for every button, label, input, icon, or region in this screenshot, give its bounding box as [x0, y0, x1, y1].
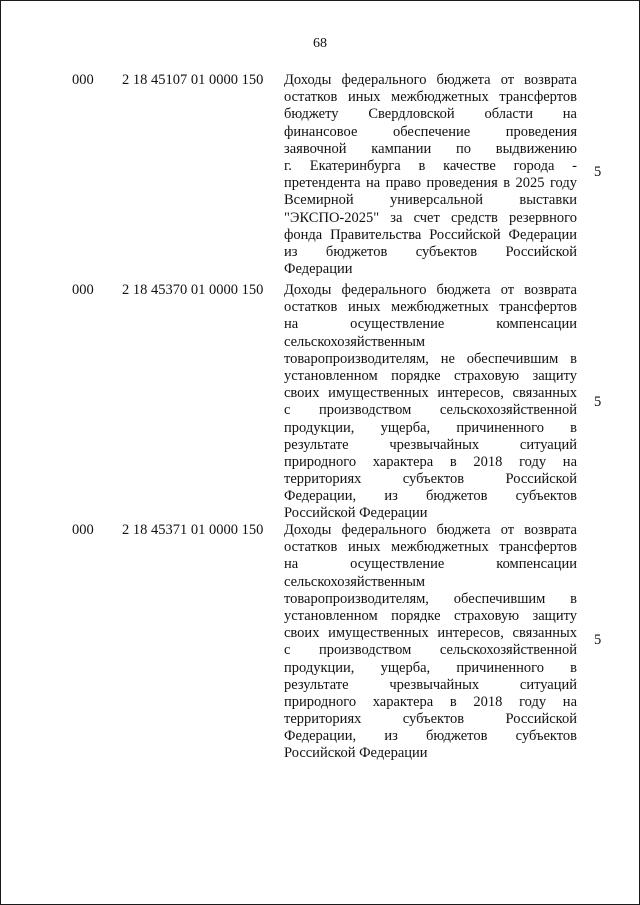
standard-value: 5 [594, 164, 602, 180]
budget-classification-code: 2 18 45107 01 0000 150 [122, 72, 264, 88]
description-line: остатков иных межбюджетных трансфертов [284, 89, 577, 106]
description-line: результате чрезвычайных ситуаций [284, 676, 577, 693]
description-line: из бюджетов субъектов Российской [284, 243, 577, 260]
description-line: фонда Правительства Российской Федерации [284, 226, 577, 243]
description-line: сельскохозяйственным [284, 333, 426, 350]
description-line: бюджету Свердловской области на [284, 106, 577, 123]
description-line: продукции, ущерба, причиненного в [284, 419, 577, 436]
description-line: природного характера в 2018 году на [284, 693, 577, 710]
description-line: на осуществление компенсации [284, 556, 577, 573]
income-description [284, 72, 577, 278]
description-line: установленном порядке страховую защиту [284, 367, 577, 384]
description-line: товаропроизводителям, не обеспечившим в [284, 350, 577, 367]
description-line: остатков иных межбюджетных трансфертов [284, 539, 577, 556]
income-description [284, 282, 577, 523]
description-line: сельскохозяйственным [284, 573, 426, 590]
description-line: Федерации, из бюджетов субъектов [284, 488, 577, 505]
description-line: с производством сельскохозяйственной [284, 402, 577, 419]
description-line: Всемирной универсальной выставки [284, 192, 577, 209]
budget-classification-code: 2 18 45371 01 0000 150 [122, 522, 264, 538]
description-line: установленном порядке страховую защиту [284, 607, 577, 624]
description-line: территориях субъектов Российской [284, 471, 577, 488]
description-line: остатков иных межбюджетных трансфертов [284, 299, 577, 316]
income-description [284, 522, 577, 763]
description-line: Доходы федерального бюджета от возврата [284, 72, 577, 88]
description-line: с производством сельскохозяйственной [284, 642, 577, 659]
description-line: своих имущественных интересов, связанных [284, 385, 577, 402]
description-line: товаропроизводителям, обеспечившим в [284, 590, 577, 607]
description-line: Федерации [284, 261, 353, 278]
description-line: финансовое обеспечение проведения [284, 123, 577, 140]
description-line: "ЭКСПО-2025" за счет средств резервного [284, 209, 577, 226]
description-line: Федерации, из бюджетов субъектов [284, 728, 577, 745]
description-line: претендента на право проведения в 2025 году [284, 175, 577, 192]
description-line: г. Екатеринбурга в качестве города - [284, 157, 577, 174]
description-line: на осуществление компенсации [284, 316, 577, 333]
standard-value: 5 [594, 394, 602, 410]
admin-code: 000 [72, 72, 94, 88]
description-line: Доходы федерального бюджета от возврата [284, 522, 577, 538]
page-number: 68 [313, 36, 327, 51]
description-line: Российской Федерации [284, 745, 428, 762]
description-line: территориях субъектов Российской [284, 711, 577, 728]
description-line: продукции, ущерба, причиненного в [284, 659, 577, 676]
description-line: Российской Федерации [284, 505, 428, 522]
description-line: заявочной кампании по выдвижению [284, 140, 577, 157]
description-line: природного характера в 2018 году на [284, 453, 577, 470]
description-line: результате чрезвычайных ситуаций [284, 436, 577, 453]
admin-code: 000 [72, 522, 94, 538]
standard-value: 5 [594, 632, 602, 648]
admin-code: 000 [72, 282, 94, 298]
budget-classification-code: 2 18 45370 01 0000 150 [122, 282, 264, 298]
description-line: Доходы федерального бюджета от возврата [284, 282, 577, 298]
description-line: своих имущественных интересов, связанных [284, 625, 577, 642]
